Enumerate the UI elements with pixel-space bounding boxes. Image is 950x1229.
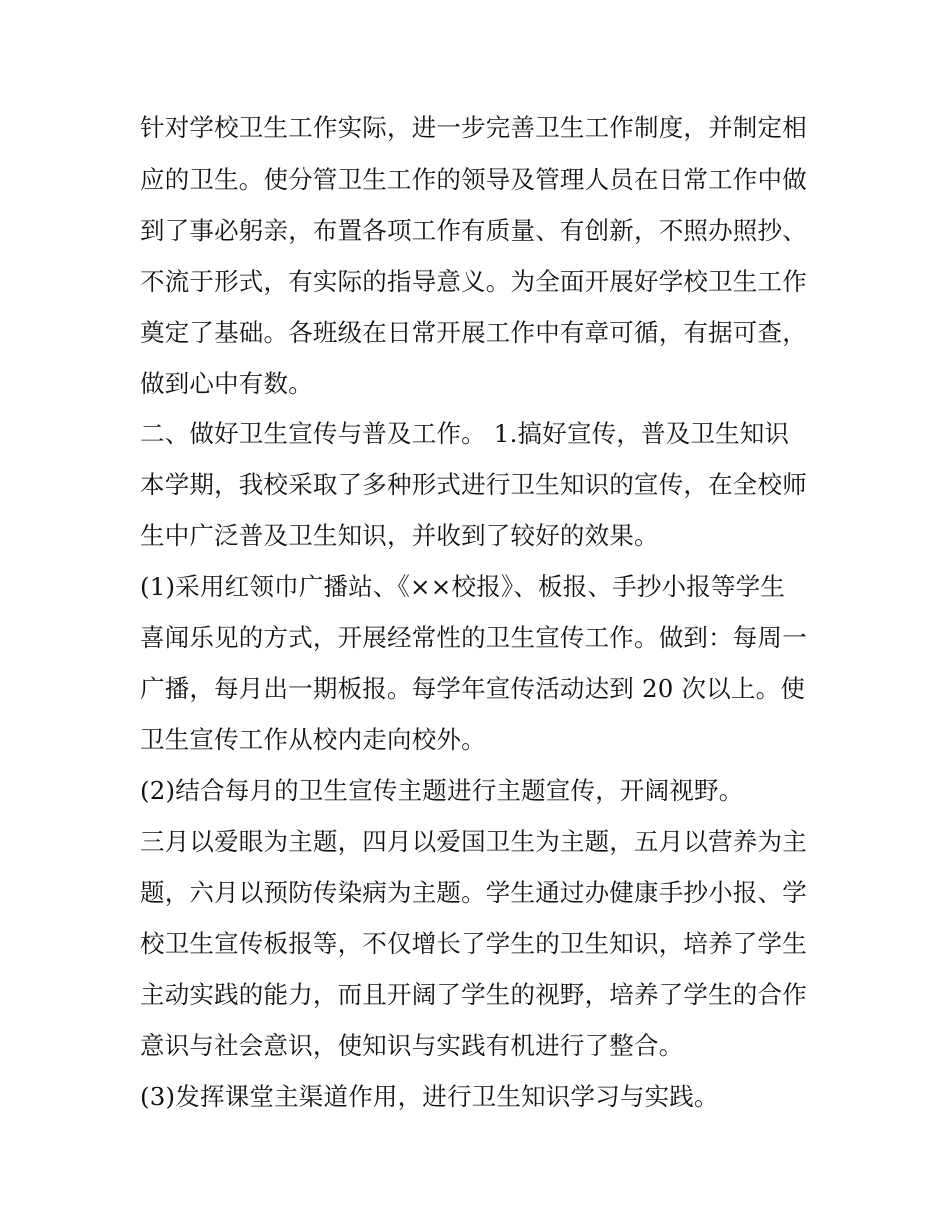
text-line: 校卫生宣传板报等，不仅增长了学生的卫生知识，培养了学生 <box>140 929 807 958</box>
text-line: 到了事必躬亲，布置各项工作有质量、有创新，不照办照抄、 <box>140 216 807 245</box>
text-line: 意识与社会意识，使知识与实践有机进行了整合。 <box>140 1031 684 1060</box>
text-line: 针对学校卫生工作实际，进一步完善卫生工作制度，并制定相 <box>140 113 807 142</box>
text-line: (3)发挥课堂主渠道作用，进行卫生知识学习与实践。 <box>140 1082 719 1111</box>
text-line: 做到心中有数。 <box>140 369 313 398</box>
text-line: 三月以爱眼为主题，四月以爱国卫生为主题，五月以营养为主 <box>140 827 807 856</box>
text-line: 生中广泛普及卫生知识，并收到了较好的效果。 <box>140 521 659 550</box>
text-line: 不流于形式，有实际的指导意义。为全面开展好学校卫生工作 <box>140 267 807 296</box>
text-line: 题，六月以预防传染病为主题。学生通过办健康手抄小报、学 <box>140 878 807 907</box>
section-heading: 二、做好卫生宣传与普及工作。 1.搞好宣传，普及卫生知识 <box>140 419 790 448</box>
text-line: 本学期，我校采取了多种形式进行卫生知识的宣传，在全校师 <box>140 470 807 499</box>
text-line: 奠定了基础。各班级在日常开展工作中有章可循，有据可查， <box>140 318 807 347</box>
text-line: (2)结合每月的卫生宣传主题进行主题宣传，开阔视野。 <box>140 776 744 805</box>
text-line: 应的卫生。使分管卫生工作的领导及管理人员在日常工作中做 <box>140 165 807 194</box>
text-line: (1)采用红领巾广播站、《××校报》、板报、手抄小报等学生 <box>140 572 786 601</box>
text-line: 主动实践的能力，而且开阔了学生的视野，培养了学生的合作 <box>140 980 807 1009</box>
text-line: 广播，每月出一期板报。每学年宣传活动达到 20 次以上。使 <box>140 674 806 703</box>
text-line: 喜闻乐见的方式，开展经常性的卫生宣传工作。做到：每周一 <box>140 623 807 652</box>
text-line: 卫生宣传工作从校内走向校外。 <box>140 725 486 754</box>
